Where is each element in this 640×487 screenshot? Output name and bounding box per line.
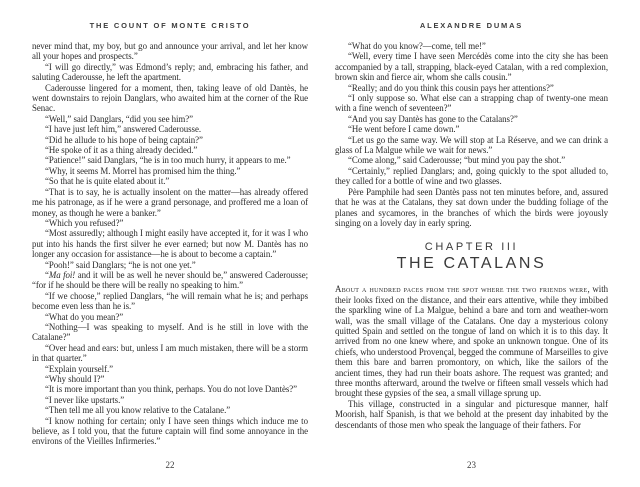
paragraph: “Well,” said Danglars, “did you see him?” bbox=[45, 113, 194, 124]
body-text-right-top bbox=[335, 41, 608, 228]
paragraph: “What do you know?—come, tell me!” bbox=[348, 41, 486, 51]
running-head-author: ALEXANDRE DUMAS bbox=[419, 21, 524, 30]
paragraph: “He went before I came down.” bbox=[348, 124, 460, 135]
paragraph: “Come along,” said Caderousse; “but mind you pay the shot.” bbox=[348, 155, 566, 166]
chapter-title: THE CATALANS bbox=[396, 255, 547, 273]
page-right bbox=[335, 0, 608, 487]
paragraph: “Then tell me all you know relative to the Catalane.” bbox=[45, 405, 231, 416]
page-number-right: 23 bbox=[467, 460, 476, 470]
paragraph: “If we choose,” replied Danglars, “he will remain what he is; and perhaps become even less than he is.” bbox=[32, 290, 308, 312]
body-text-left bbox=[32, 41, 308, 447]
paragraph: “Why should I?” bbox=[45, 374, 105, 384]
paragraph: “And you say Dantès has gone to the Catalans?” bbox=[348, 113, 518, 124]
paragraph: “I only suppose so. What else can a strapping chap of twenty-one mean with a fine wench of seventeen?” bbox=[335, 93, 608, 114]
paragraph: “He spoke of it as a thing already decided.” bbox=[45, 145, 198, 156]
italic-phrase: Ma foi! bbox=[48, 269, 76, 280]
paragraph: Caderousse lingered for a moment, then, taking leave of old Dantès, he went downstairs to rejoin Danglars, who awaited him at the corner of the Rue Senac. bbox=[32, 82, 308, 114]
page-left bbox=[32, 0, 308, 487]
paragraph: “So that he is quite elated about it.” bbox=[45, 176, 170, 187]
paragraph: About a hundred paces from the spot where the two friends were, with their looks fixed on the distance, and their ears attentive, while they imbibed the sparkling wine of La Malgue, behind a bare and torn and weather-worn wall, was the small village of the Catalans. One day a mysterious colony quitted Spain and settled on the tongue of land on which it is to this day. It arrived from no one knew where, and spoke an unknown tongue. One of its chiefs, who understood Provençal, begged the commune of Marseilles to give them this bare and barren promontory, on which, like the sailors of the ancient times, they had run their boats ashore. The request was granted; and three months afterward, around the twelve or fifteen small vessels which had brought these gypsies of the sea, a small village sprung up. bbox=[335, 284, 608, 399]
paragraph: “Did he allude to his hope of being captain?” bbox=[45, 134, 203, 145]
running-head-title: THE COUNT OF MONTE CRISTO bbox=[89, 21, 251, 30]
paragraph: “I never like upstarts.” bbox=[45, 394, 125, 405]
paragraph: “Which you refused?” bbox=[45, 217, 124, 228]
paragraph: “Patience!” said Danglars, “he is in too much hurry, it appears to me.” bbox=[45, 155, 291, 166]
paragraph: “It is more important than you think, perhaps. You do not love Dantès?” bbox=[45, 384, 298, 395]
paragraph: “Most assuredly; although I might easily have accepted it, for it was I who put into his hands the first silver he ever earned; but now M. Dantès has no longer any occasion for assistance—he is about to become a captain.” bbox=[32, 228, 308, 260]
paragraph: “I know nothing for certain; only I have seen things which induce me to believe, as I told you, that the future captain will find some annoyance in the environs of the Vieilles Infirmeries.” bbox=[32, 415, 308, 447]
chapter-number: CHAPTER III bbox=[424, 241, 519, 254]
paragraph: This village, constructed in a singular and picturesque manner, half Moorish, half Spanish, is that we behold at the present day inhabited by the descendants of those men who speak the language of their fathers. For bbox=[335, 398, 608, 430]
paragraph: “I will go directly,” was Edmond’s reply; and, embracing his father, and saluting Caderousse, he left the apartment. bbox=[32, 61, 308, 83]
paragraph: “Over head and ears: but, unless I am much mistaken, there will be a storm in that quarter.” bbox=[32, 342, 308, 364]
paragraph: “Explain yourself.” bbox=[45, 363, 114, 374]
chapter-heading bbox=[335, 241, 608, 273]
body-text-right-bottom bbox=[335, 284, 608, 430]
paragraph: “Well, every time I have seen Mercédès come into the city she has been accompanied by a tall, strapping, black-eyed Catalan, with a red complexion, brown skin and fierce air, whom she calls cousin.” bbox=[335, 51, 608, 83]
paragraph: “Certainly,” replied Danglars; and, going quickly to the spot alluded to, they called for a bottle of wine and two glasses. bbox=[335, 165, 608, 187]
paragraph: “Let us go the same way. We will stop at La Réserve, and we can drink a glass of La Malgue while we wait for news.” bbox=[335, 134, 608, 156]
paragraph: “That is to say, he is actually insolent on the matter—has already offered me his patronage, as if he were a grand personage, and proffered me a loan of money, as though he were a banker.” bbox=[32, 186, 308, 218]
smallcaps-lead: About a hundred paces from the spot where the two friends were, bbox=[335, 284, 590, 295]
paragraph: “I have just left him,” answered Caderousse. bbox=[45, 124, 202, 135]
paragraph: “Ma foi! and it will be as well he never should be,” answered Caderousse; “for if he should be there will be really no speaking to him.” bbox=[32, 269, 308, 291]
paragraph: “Nothing—I was speaking to myself. And is he still in love with the Catalane?” bbox=[32, 321, 308, 343]
paragraph: “What do you mean?” bbox=[45, 311, 124, 322]
paragraph: Père Pamphile had seen Dantès pass not ten minutes before, and, assured that he was at the Catalans, they sat down under the budding foliage of the planes and sycamores, in the branches of which the birds were joyously singing on a lovely day in early spring. bbox=[335, 186, 608, 228]
paragraph: “Why, it seems M. Morrel has promised him the thing.” bbox=[45, 165, 241, 176]
paragraph: “Really; and do you think this cousin pays her attentions?” bbox=[348, 82, 554, 93]
page-number-left: 22 bbox=[165, 460, 175, 470]
paragraph: never mind that, my boy, but go and announce your arrival, and let her know all your hopes and prospects.” bbox=[32, 41, 308, 62]
paragraph: “Pooh!” said Danglars; “he is not one yet.” bbox=[45, 259, 196, 270]
